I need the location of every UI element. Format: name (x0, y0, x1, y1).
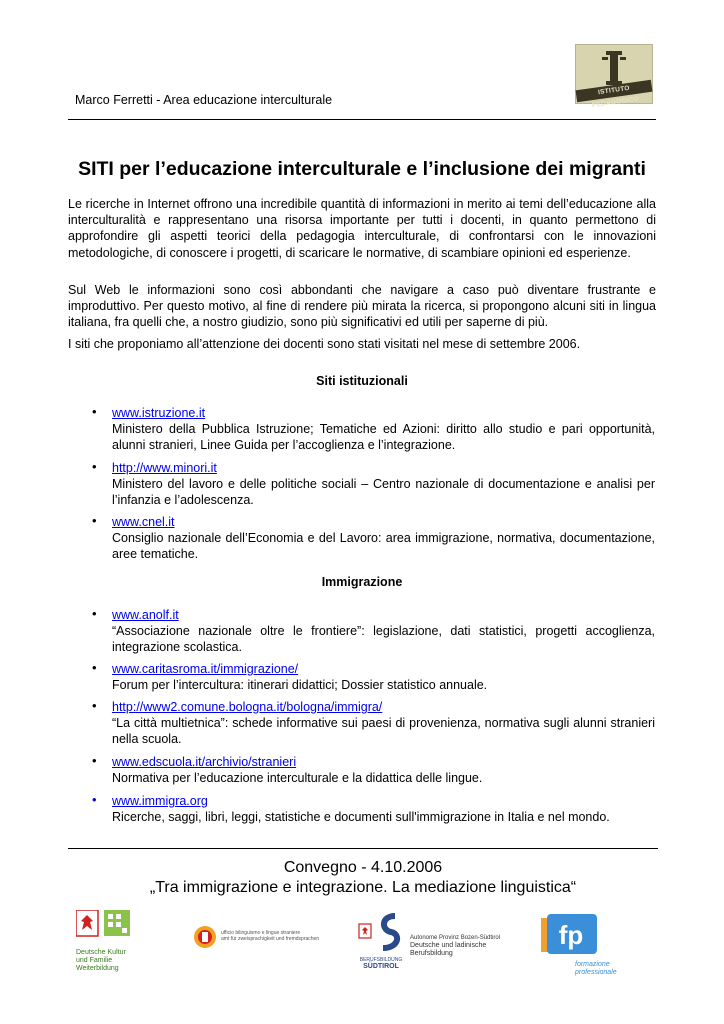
bullet-icon: • (92, 513, 97, 528)
footer-divider (68, 848, 658, 849)
list-item (92, 698, 655, 747)
bullet-icon: • (92, 404, 97, 419)
site-link[interactable]: http://www2.comune.bologna.it/bologna/immigra/ (112, 700, 383, 714)
list-item (92, 513, 655, 562)
logo-caption-2: amt für zweisprachigkeit und fremdsprachen (221, 936, 320, 942)
logo-caption-2: SÜDTIROL (363, 963, 399, 970)
bullet-icon: • (92, 698, 97, 713)
list-item (92, 753, 655, 786)
bullet-icon: • (92, 606, 97, 621)
site-description: “Associazione nazionale oltre le frontiere”: legislazione, dati statistici, progetti accoglienza, integrazione scolastica. (112, 624, 655, 654)
list-item (92, 792, 655, 825)
list-item (92, 459, 655, 508)
site-description: Ministero del lavoro e delle politiche sociali – Centro nazionale di documentazione e analisi per l’infanzia e l’adolescenza. (112, 477, 655, 507)
berufsbildung-s-icon (355, 912, 407, 952)
logo-caption-1: Autonome Provinz Bozen-Südtirol (410, 935, 501, 941)
site-link[interactable]: www.edscuola.it/archivio/stranieri (112, 755, 297, 769)
page-title: SITI per l’educazione interculturale e l’inclusione dei migranti (78, 158, 646, 180)
logo-caption-2: Deutsche und ladinische (410, 942, 487, 949)
bullet-icon: • (92, 459, 97, 474)
logo-caption-2: professionale (575, 969, 617, 976)
fp-logo-icon (541, 914, 601, 956)
site-description: Ricerche, saggi, libri, leggi, statistiche e documenti sull'immigrazione in Italia e nel mondo. (112, 810, 610, 824)
ufficio-bilinguismo-logo (193, 924, 343, 954)
istituto-pedagogico-logo (575, 44, 653, 110)
bullet-icon: • (92, 660, 97, 675)
site-link[interactable]: www.cnel.it (112, 515, 175, 529)
site-link[interactable]: www.anolf.it (112, 608, 179, 622)
formazione-professionale-logo (541, 914, 621, 980)
intro-paragraph-1: Le ricerche in Internet offrono una incredibile quantità di informazioni in merito ai temi dell’educazione alla interculturalità e rappresentano una risorsa importante per tutti i docenti, in quanto permettono di approfondire gli aspetti teorici della pedagogia interculturale, di confrontarsi con le innovazioni metodologiche, di conoscere i progetti, di scaricare le normative, di scambiare opinioni ed esperienze. (68, 197, 656, 260)
site-description: Forum per l’intercultura: itinerari didattici; Dossier statistico annuale. (112, 678, 488, 692)
site-link[interactable]: www.immigra.org (112, 794, 208, 808)
logo-text: ISTITUTO PEDAGOGICO (576, 80, 653, 102)
deutsche-ladinische-berufsbildung-logo (410, 935, 530, 975)
list-item (92, 404, 655, 453)
header-divider (68, 119, 656, 120)
site-link[interactable]: www.caritasroma.it/immigrazione/ (112, 662, 299, 676)
site-description: Consiglio nazionale dell’Economia e del Lavoro: area immigrazione, normativa, documentazione, aree tematiche. (112, 531, 655, 561)
list-item (92, 606, 655, 655)
site-description: Normativa per l’educazione interculturale e la didattica delle lingue. (112, 771, 483, 785)
logo-caption-1: BERUFSBILDUNG (359, 957, 403, 963)
logo-caption-1: Deutsche Kultur (76, 949, 126, 956)
section-heading-institutional: Siti istituzionali (316, 374, 408, 388)
intro-paragraph-2: Sul Web le informazioni sono così abbondanti che navigare a caso può diventare frustrante e improduttivo. Per questo motivo, al fine di rendere più mirata la ricerca, si propongono alcuni siti in lingua italiana, fra quelli che, a nostro giudizio, sono più significativi ed utili per saperne di più. (68, 283, 656, 330)
logo-caption-1: formazione (575, 961, 610, 968)
intro-paragraph-3: I siti che proponiamo all’attenzione dei docenti sono stati visitati nel mese di settembre 2006. (68, 337, 581, 351)
logo-caption-2: und Familie (76, 957, 113, 964)
bilinguismo-emblem-icon (193, 924, 217, 950)
fp-mark: fp (558, 920, 584, 950)
logo-caption-3: Weiterbildung (76, 965, 119, 972)
logo-caption-3: Berufsbildung (410, 950, 453, 957)
conference-subtitle: „Tra immigrazione e integrazione. La mediazione linguistica“ (149, 879, 577, 896)
bullet-icon: • (92, 792, 97, 807)
site-description: Ministero della Pubblica Istruzione; Tematiche ed Azioni: diritto allo studio e pari opportunità, alunni stranieri, Linee Guida per l’accoglienza e l’integrazione. (112, 422, 655, 452)
section-heading-immigration: Immigrazione (321, 575, 403, 589)
site-description: “La città multietnica”: schede informative sui paesi di provenienza, normativa sugli alunni stranieri nella scuola. (112, 716, 655, 746)
site-link[interactable]: www.istruzione.it (112, 406, 206, 420)
tirol-eagle-icon (76, 910, 136, 938)
deutsche-kultur-logo (76, 910, 176, 976)
logo-caption-1: ufficio bilinguismo e lingue straniere (221, 930, 301, 936)
header-text: Marco Ferretti - Area educazione interculturale (75, 93, 333, 107)
site-link[interactable]: http://www.minori.it (112, 461, 217, 475)
bullet-icon: • (92, 753, 97, 768)
berufsbildung-logo (355, 912, 407, 972)
list-item (92, 660, 655, 693)
conference-title: Convegno - 4.10.2006 (283, 859, 443, 876)
